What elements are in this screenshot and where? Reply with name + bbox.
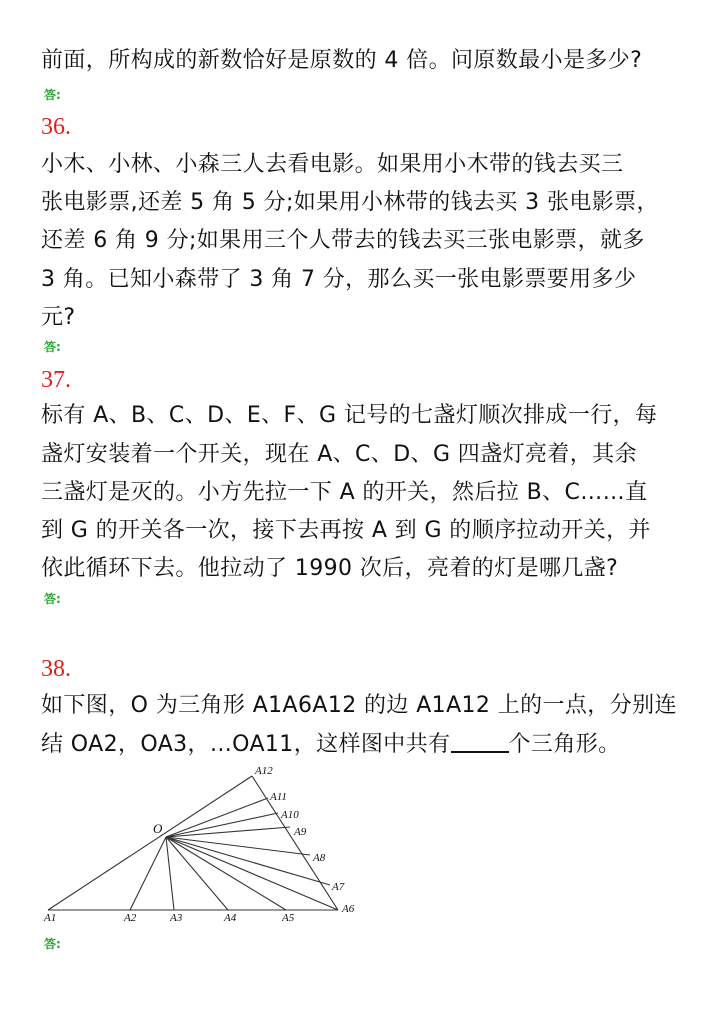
q37-number: 37.	[41, 367, 71, 393]
q36-line-5: 元?	[41, 305, 76, 330]
q37-line-2: 盏灯安装着一个开关，现在 A、C、D、G 四盏灯亮着，其余	[41, 442, 637, 467]
q36-answer-label: 答:	[44, 340, 61, 354]
q37-line-4: 到 G 的开关各一次，接下去再按 A 到 G 的顺序拉动开关，并	[41, 518, 651, 543]
label-a2: A2	[124, 912, 137, 924]
edge-a1-a12	[48, 776, 252, 910]
q35-answer-label: 答:	[44, 88, 61, 102]
label-a12: A12	[255, 765, 273, 777]
ray-o-a9	[166, 827, 290, 837]
label-a1: A1	[44, 912, 57, 924]
label-a11: A11	[270, 791, 287, 803]
q38-line-2-end: 个三角形。	[508, 732, 621, 757]
q38-line-2-start: 结 OA2，OA3，...OA11，这样图中共有	[41, 732, 451, 757]
label-a7: A7	[332, 881, 345, 893]
figure-labels	[43, 765, 355, 924]
ray-o-a2	[130, 837, 166, 910]
label-o: O	[153, 821, 163, 836]
q36-line-3: 还差 6 角 9 分;如果用三个人带去的钱去买三张电影票，就多	[41, 228, 645, 253]
ray-o-a3	[166, 837, 174, 910]
ray-o-a4	[166, 837, 228, 910]
ray-o-a10	[166, 813, 278, 837]
q37-line-1: 标有 A、B、C、D、E、F、G 记号的七盏灯顺次排成一行，每	[41, 403, 658, 428]
q38-number: 38.	[41, 656, 71, 682]
label-a4: A4	[224, 912, 237, 924]
label-a3: A3	[170, 912, 183, 924]
label-a6: A6	[342, 903, 355, 915]
triangle-lines	[48, 776, 338, 910]
label-a5: A5	[282, 912, 295, 924]
label-a10: A10	[281, 809, 299, 821]
q36-line-4: 3 角。已知小森带了 3 角 7 分，那么买一张电影票要用多少	[41, 267, 637, 292]
q38-answer-label: 答:	[44, 937, 61, 951]
q36-line-1: 小木、小林、小森三人去看电影。如果用小木带的钱去买三	[41, 152, 624, 177]
q37-answer-label: 答:	[44, 592, 61, 606]
label-a8: A8	[313, 852, 326, 864]
ray-o-a7	[166, 837, 330, 885]
label-a9: A9	[294, 826, 307, 838]
q36-number: 36.	[41, 114, 71, 140]
edge-a12-a6	[252, 776, 338, 910]
q38-line-1: 如下图，O 为三角形 A1A6A12 的边 A1A12 上的一点，分别连	[41, 693, 677, 718]
q37-line-3: 三盏灯是灭的。小方先拉一下 A 的开关，然后拉 B、C……直	[41, 480, 648, 505]
ray-o-a5	[166, 837, 286, 910]
q37-line-5: 依此循环下去。他拉动了 1990 次后，亮着的灯是哪几盏?	[41, 556, 619, 581]
q35-line-1: 前面，所构成的新数恰好是原数的 4 倍。问原数最小是多少?	[41, 48, 643, 73]
ray-o-a11	[166, 798, 268, 837]
q36-line-2: 张电影票,还差 5 角 5 分;如果用小林带的钱去买 3 张电影票，	[41, 190, 659, 215]
